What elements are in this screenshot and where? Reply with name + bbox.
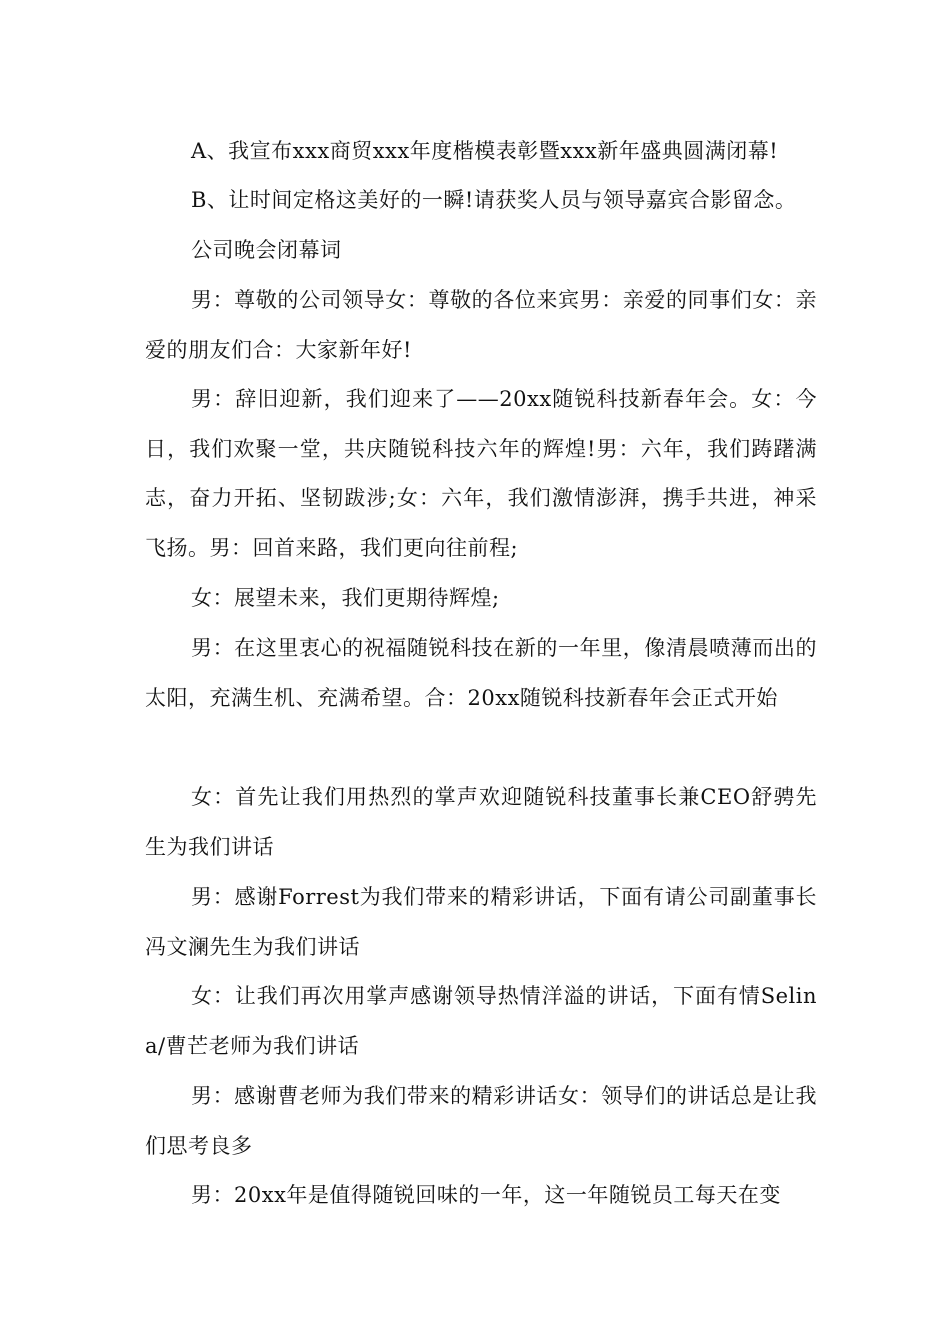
paragraph-blessing: 男：在这里衷心的祝福随锐科技在新的一年里，像清晨喷薄而出的太阳，充满生机、充满希望。合：20xx随锐科技新春年会正式开始 (145, 636, 817, 710)
section-heading: 公司晚会闭幕词 (191, 238, 342, 262)
paragraph-opening-dialogue: 男：辞旧迎新，我们迎来了——20xx随锐科技新春年会。女：今日，我们欢聚一堂，共庆随锐科技六年的辉煌!男：六年，我们踌躇满志，奋力开拓、坚韧跋涉;女：六年，我们激情澎湃，携手共进，神采飞扬。男：回首来路，我们更向往前程; (145, 387, 817, 560)
paragraph-vice-chairman-speech: 男：感谢Forrest为我们带来的精彩讲话，下面有请公司副董事长冯文澜先生为我们讲话 (145, 885, 817, 959)
paragraph-looking-forward: 女：展望未来，我们更期待辉煌; (191, 586, 500, 610)
paragraph-selina-speech: 女：让我们再次用掌声感谢领导热情洋溢的讲话，下面有情Selina/曹芒老师为我们讲话 (145, 984, 817, 1058)
paragraph-year-review: 男：20xx年是值得随锐回味的一年，这一年随锐员工每天在变 (191, 1183, 781, 1207)
paragraph-closing-announcement: A、我宣布xxx商贸xxx年度楷模表彰暨xxx新年盛典圆满闭幕! (191, 139, 779, 163)
paragraph-greeting: 男：尊敬的公司领导女：尊敬的各位来宾男：亲爱的同事们女：亲爱的朋友们合：大家新年好! (145, 288, 817, 362)
paragraph-thanks: 男：感谢曹老师为我们带来的精彩讲话女：领导们的讲话总是让我们思考良多 (145, 1084, 817, 1158)
paragraph-ceo-speech: 女：首先让我们用热烈的掌声欢迎随锐科技董事长兼CEO舒骋先生为我们讲话 (145, 785, 817, 859)
paragraph-group-photo: B、让时间定格这美好的一瞬!请获奖人员与领导嘉宾合影留念。 (191, 188, 797, 212)
